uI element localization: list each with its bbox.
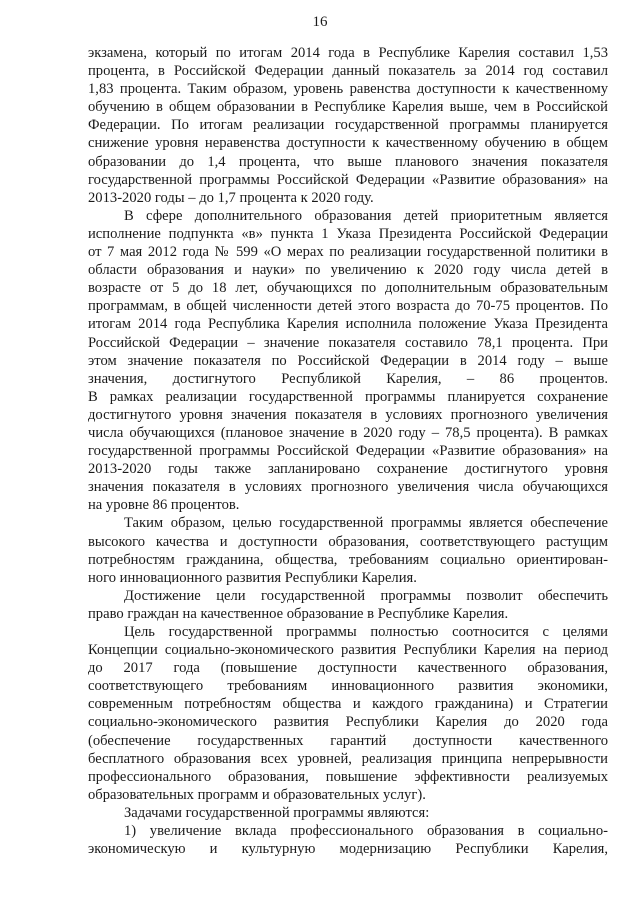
text-line: профессионального образования, повышение эффективности реализуемых xyxy=(88,768,608,785)
text-line: от 7 мая 2012 года № 599 «О мерах по реализации государственной политики в xyxy=(88,244,608,261)
text-line: области образования и науки» по увеличению к 2020 году числа детей в xyxy=(88,262,608,279)
text-line: бесплатного образования всех уровней, реализация принципа непрерывности xyxy=(88,750,608,767)
text-line: до 2017 года (повышение доступности качественного образования, xyxy=(88,660,608,677)
text-line: Федерации. По итогам реализации государственной программы планируется xyxy=(88,117,608,134)
text-line: экзамена, который по итогам 2014 года в Республике Карелия составил 1,53 xyxy=(88,45,608,61)
text-line: итогам 2014 года Республика Карелия исполнила положение Указа Президента xyxy=(88,316,608,333)
text-line: 2013-2020 годы также запланировано сохранение достигнутого уровня xyxy=(88,461,608,478)
text-line: потребностям гражданина, общества, требованиям социально ориентирован- xyxy=(88,551,608,568)
text-line: Концепции социально-экономического развития Республики Карелия на период xyxy=(88,642,608,659)
text-line: В сфере дополнительного образования детей приоритетным является xyxy=(124,207,608,224)
text-line: образовательных программ и образовательных услуг). xyxy=(88,786,426,803)
paragraph xyxy=(88,822,608,858)
text-line: этом значение показателя по Российской Федерации в 2014 году – выше xyxy=(88,352,608,369)
page-number: 16 xyxy=(312,14,328,30)
text-line: 2013-2020 годы – до 1,7 процента к 2020 году. xyxy=(88,189,374,206)
text-line: значения показателя в условиях прогнозного увеличения числа обучающихся xyxy=(88,479,608,496)
text-line: на уровне 86 процентов. xyxy=(88,497,240,514)
text-line: программам, в общей численности детей этого возраста до 70-75 процентов. По xyxy=(88,298,608,315)
text-line: 1) увеличение вклада профессионального образования в социально- xyxy=(124,823,608,840)
text-line: снижение уровня неравенства доступности к качественному обучению в общем xyxy=(88,135,608,152)
text-line: экономическую и культурную модернизацию Республики Карелия, xyxy=(88,841,608,858)
text-line: В рамках реализации государственной программы планируется сохранение xyxy=(88,388,608,405)
text-line: значения, достигнутого Республикой Карелия, – 86 процентов. xyxy=(88,370,608,387)
paragraph xyxy=(88,804,608,822)
text-line: 1,83 процента. Таким образом, уровень равенства доступности к качественному xyxy=(88,81,608,98)
text-line: Задачами государственной программы являются: xyxy=(124,804,430,821)
text-line: государственной программы Российской Федерации «Развитие образования» на xyxy=(88,171,608,188)
text-line: исполнение подпункта «в» пункта 1 Указа Президента Российской Федерации xyxy=(88,225,608,242)
text-line: государственной программы Российской Федерации «Развитие образования» на xyxy=(88,443,608,460)
paragraph xyxy=(88,587,608,623)
text-line: числа обучающихся (плановое значение в 2020 году – 78,5 процента). В рамках xyxy=(88,424,608,441)
text-line: ного инновационного развития Республики Карелия. xyxy=(88,569,417,586)
text-line: достигнутого уровня значения показателя в условиях прогнозного увеличения xyxy=(88,406,608,423)
text-line: (обеспечение государственных гарантий доступности качественного xyxy=(88,732,608,749)
text-line: Цель государственной программы полностью соотносится с целями xyxy=(124,624,608,640)
text-line: возрасте от 5 до 18 лет, обучающихся по дополнительным образовательным xyxy=(88,280,608,297)
text-line: Достижение цели государственной программы позволит обеспечить xyxy=(124,587,608,604)
text-line: процента, в Российской Федерации данный показатель за 2014 год составил xyxy=(88,63,608,80)
text-line: право граждан на качественное образование в Республике Карелия. xyxy=(88,605,509,622)
text-line: соответствующего требованиям инновационного развития экономики, xyxy=(88,678,608,695)
paragraph xyxy=(88,514,608,586)
text-line: социально-экономического развития Республики Карелия до 2020 года xyxy=(88,714,608,731)
text-line: Таким образом, целью государственной программы является обеспечение xyxy=(124,515,608,532)
text-line: современным потребностям общества и каждого гражданина) и Стратегии xyxy=(88,696,608,713)
text-line: обучению в общем образовании в Республике Карелия выше, чем в Российской xyxy=(88,99,608,116)
text-line: образовании до 1,4 процента, что выше планового значения показателя xyxy=(88,153,608,170)
paragraph xyxy=(88,44,608,207)
text-line: Российской Федерации – значение показателя составило 78,1 процента. При xyxy=(88,334,608,351)
document-body xyxy=(88,44,608,858)
text-line: высокого качества и доступности образования, соответствующего растущим xyxy=(88,533,608,550)
paragraph xyxy=(88,623,608,804)
paragraph xyxy=(88,207,608,515)
